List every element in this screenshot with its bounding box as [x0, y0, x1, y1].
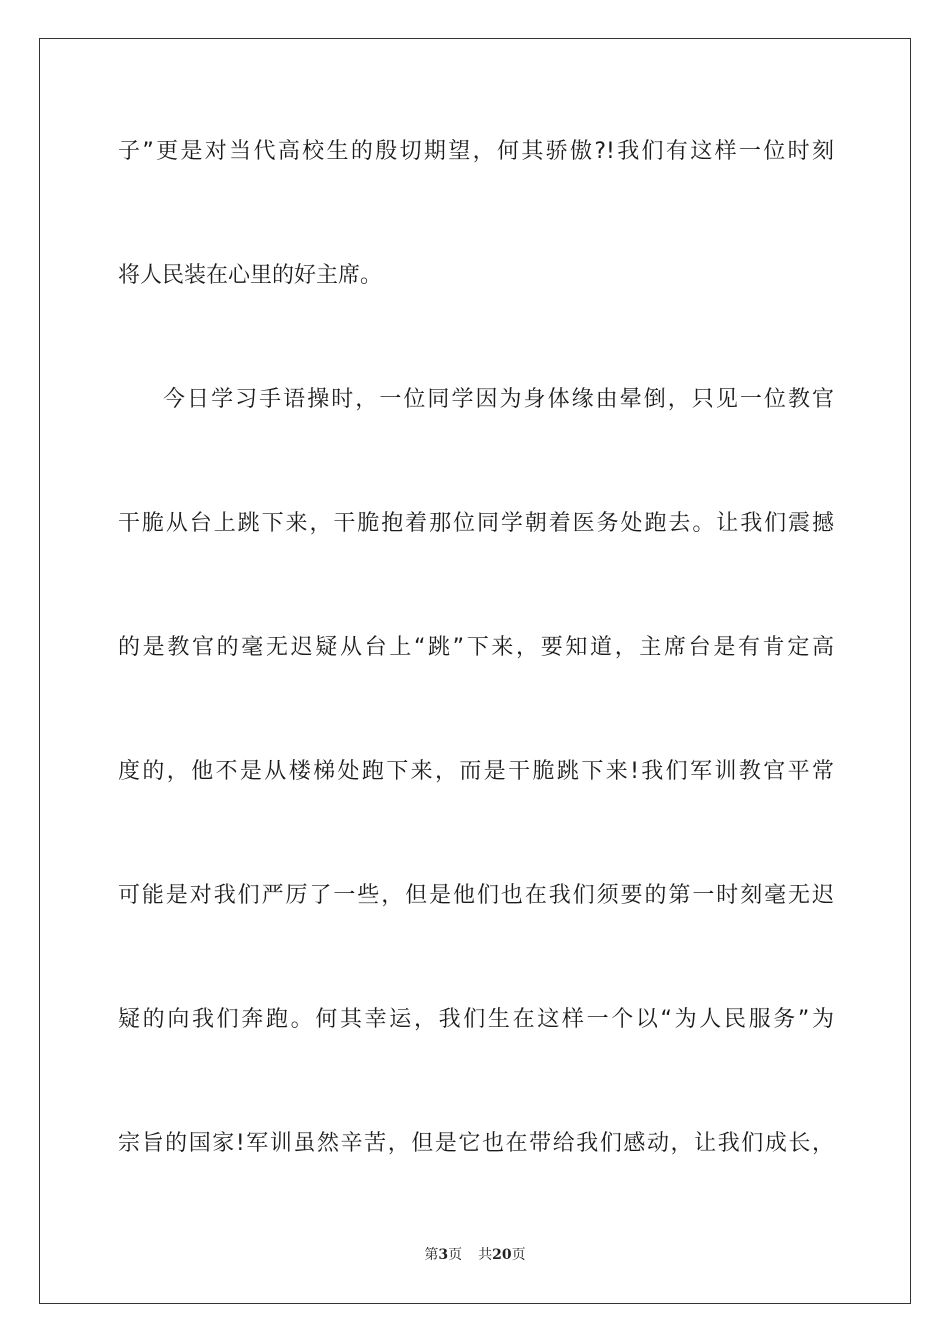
- page-number: 3: [438, 1247, 449, 1263]
- paragraph-line: 今日学习手语操时，一位同学因为身体缘由晕倒，只见一位教官: [163, 387, 834, 412]
- page-border: [39, 38, 911, 1304]
- total-prefix: 共: [478, 1247, 493, 1263]
- page-suffix: 页: [448, 1247, 463, 1263]
- paragraph-line: 疑的向我们奔跑。何其幸运，我们生在这样一个以“为人民服务”为: [118, 1007, 834, 1032]
- paragraph-line: 的是教官的毫无迟疑从台上“跳”下来，要知道，主席台是有肯定高: [118, 635, 834, 660]
- page-prefix: 第: [424, 1247, 439, 1263]
- paragraph-line: 干脆从台上跳下来，干脆抱着那位同学朝着医务处跑去。让我们震撼: [118, 511, 834, 536]
- paragraph-line: 将人民装在心里的好主席。: [118, 263, 383, 288]
- paragraph-line: 可能是对我们严厉了一些，但是他们也在我们须要的第一时刻毫无迟: [118, 883, 834, 908]
- total-suffix: 页: [511, 1247, 526, 1263]
- paragraph-line: 子”更是对当代高校生的殷切期望，何其骄傲?!我们有这样一位时刻: [118, 139, 834, 164]
- paragraph-line: 宗旨的国家!军训虽然辛苦，但是它也在带给我们感动，让我们成长，: [118, 1131, 834, 1156]
- total-pages: 20: [492, 1247, 512, 1263]
- page-footer: [0, 1245, 950, 1265]
- paragraph-line: 度的，他不是从楼梯处跑下来，而是干脆跳下来!我们军训教官平常: [118, 759, 834, 784]
